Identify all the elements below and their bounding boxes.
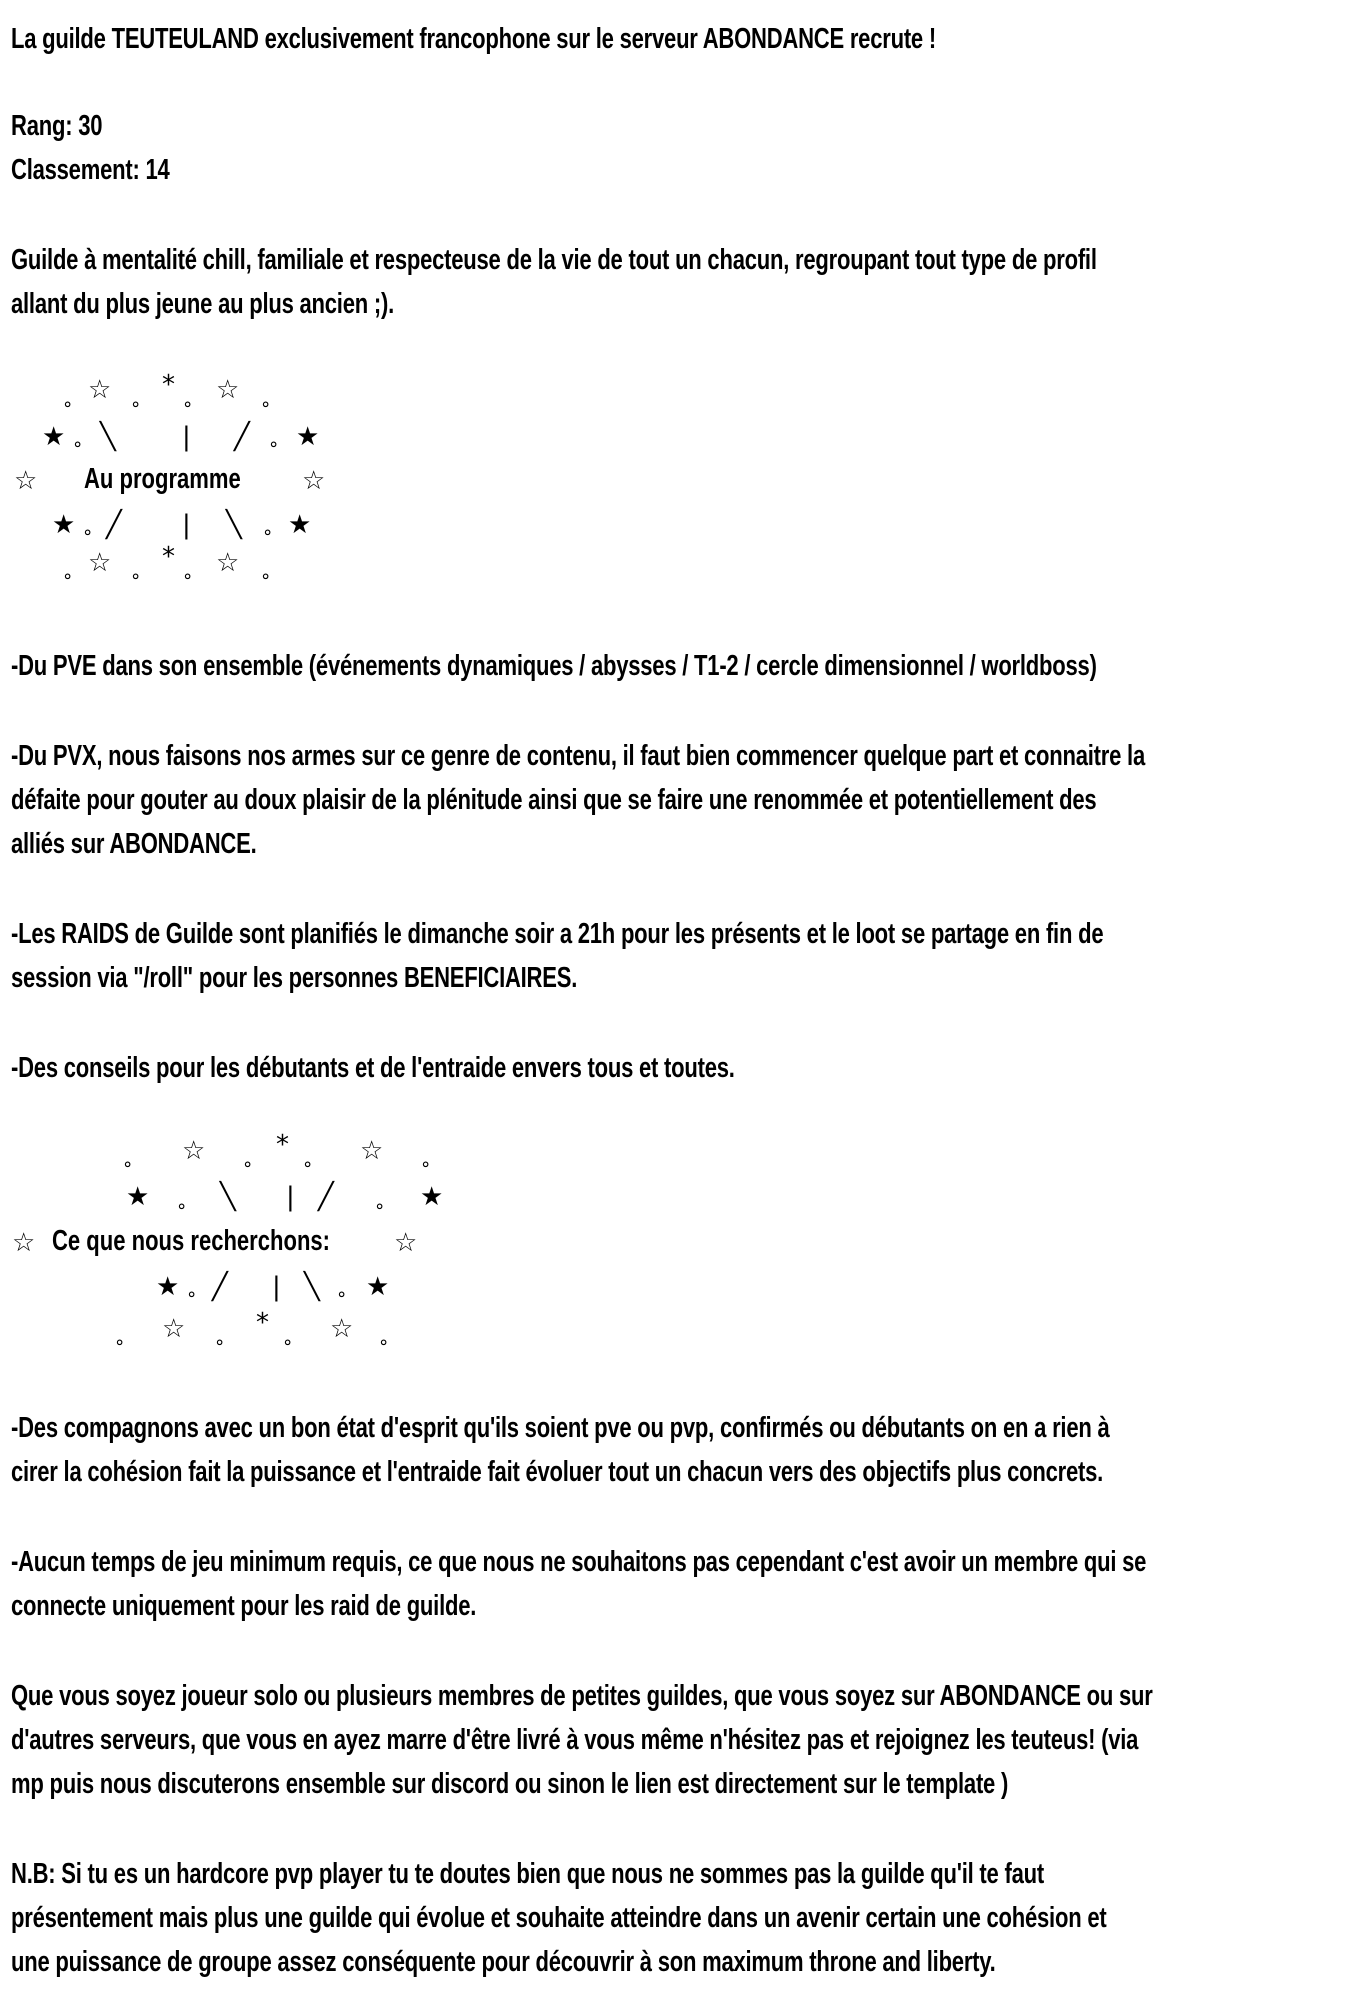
circle-icon: ∘ <box>302 1154 314 1175</box>
ray-vertical-icon: | <box>272 1272 281 1302</box>
star-outline-icon: ☆ <box>216 548 240 578</box>
star-outline-icon: ☆ <box>88 375 112 405</box>
star-outline-icon: ☆ <box>14 466 38 496</box>
star-filled-icon: ★ <box>126 1182 150 1212</box>
search-time-line-2: connecte uniquement pour les raid de guilde. <box>11 1590 477 1622</box>
ray-right-icon: ╱ <box>212 1272 228 1302</box>
headline: La guilde TEUTEULAND exclusivement francophone sur le serveur ABONDANCE recrute ! <box>11 23 936 55</box>
circle-icon: ∘ <box>62 394 74 415</box>
program-decoration <box>0 370 360 600</box>
circle-icon: ∘ <box>374 1196 386 1217</box>
ray-vertical-icon: | <box>182 422 191 452</box>
star-filled-icon: ★ <box>420 1182 444 1212</box>
circle-icon: ∘ <box>260 566 272 587</box>
search-join-line-1: Que vous soyez joueur solo ou plusieurs membres de petites guildes, que vous soyez sur ABONDANCE ou sur <box>11 1680 1153 1712</box>
circle-icon: ∘ <box>182 566 194 587</box>
circle-icon: ∘ <box>260 394 272 415</box>
ray-left-icon: ╲ <box>100 422 116 452</box>
star-outline-icon: ☆ <box>182 1136 206 1166</box>
star-outline-icon: ☆ <box>330 1314 354 1344</box>
circle-icon: ∘ <box>242 1154 254 1175</box>
circle-icon: ∘ <box>72 434 84 455</box>
star-outline-icon: ☆ <box>360 1136 384 1166</box>
star-outline-icon: ☆ <box>162 1314 186 1344</box>
ray-vertical-icon: | <box>286 1182 295 1212</box>
program-title: Au programme <box>84 463 241 495</box>
note-line-3: une puissance de groupe assez conséquente pour découvrir à son maximum throne and liberty. <box>11 1946 996 1978</box>
ray-right-icon: ╱ <box>318 1182 334 1212</box>
program-pvx-line-2: défaite pour gouter au doux plaisir de la plénitude ainsi que se faire une renommée et potentiellement des <box>11 784 1097 816</box>
star-filled-icon: ★ <box>52 510 76 540</box>
circle-icon: ∘ <box>420 1154 432 1175</box>
star-outline-icon: ☆ <box>12 1228 36 1258</box>
star-filled-icon: ★ <box>296 422 320 452</box>
search-join-line-3: mp puis nous discuterons ensemble sur discord ou sinon le lien est directement sur le template ) <box>11 1768 1009 1800</box>
description-line-2: allant du plus jeune au plus ancien ;). <box>11 288 394 320</box>
asterisk-icon: * <box>256 1308 269 1338</box>
note-line-1: N.B: Si tu es un hardcore pvp player tu te doutes bien que nous ne sommes pas la guilde qu'il te faut <box>11 1858 1044 1890</box>
guild-ranking: Classement: 14 <box>11 154 170 186</box>
search-companions-line-2: cirer la cohésion fait la puissance et l'entraide fait évoluer tout un chacun vers des objectifs plus concrets. <box>11 1456 1104 1488</box>
ray-left-icon: ╲ <box>220 1182 236 1212</box>
program-pve: -Du PVE dans son ensemble (événements dynamiques / abysses / T1-2 / cercle dimensionnel / worldboss) <box>11 650 1097 682</box>
star-outline-icon: ☆ <box>88 548 112 578</box>
circle-icon: ∘ <box>182 394 194 415</box>
search-companions-line-1: -Des compagnons avec un bon état d'esprit qu'ils soient pve ou pvp, confirmés ou débutants on en a rien à <box>11 1412 1110 1444</box>
star-outline-icon: ☆ <box>216 375 240 405</box>
description-line-1: Guilde à mentalité chill, familiale et respecteuse de la vie de tout un chacun, regroupant tout type de profil <box>11 244 1097 276</box>
ray-left-icon: ╲ <box>304 1272 320 1302</box>
asterisk-icon: * <box>162 370 175 400</box>
ray-vertical-icon: | <box>182 510 191 540</box>
circle-icon: ∘ <box>262 522 274 543</box>
guild-rank: Rang: 30 <box>11 110 103 142</box>
search-title: Ce que nous recherchons: <box>52 1225 331 1257</box>
asterisk-icon: * <box>276 1130 289 1160</box>
star-outline-icon: ☆ <box>394 1228 418 1258</box>
search-decoration <box>0 1130 480 1366</box>
circle-icon: ∘ <box>114 1332 126 1353</box>
circle-icon: ∘ <box>282 1332 294 1353</box>
circle-icon: ∘ <box>214 1332 226 1353</box>
circle-icon: ∘ <box>176 1196 188 1217</box>
star-filled-icon: ★ <box>366 1272 390 1302</box>
circle-icon: ∘ <box>378 1332 390 1353</box>
search-join-line-2: d'autres serveurs, que vous en ayez marre d'être livré à vous même n'hésitez pas et rejoignez les teuteus! (via <box>11 1724 1139 1756</box>
program-raids-line-1: -Les RAIDS de Guilde sont planifiés le dimanche soir a 21h pour les présents et le loot se partage en fin de <box>11 918 1104 950</box>
circle-icon: ∘ <box>62 566 74 587</box>
program-advice: -Des conseils pour les débutants et de l'entraide envers tous et toutes. <box>11 1052 735 1084</box>
ray-right-icon: ╱ <box>106 510 122 540</box>
circle-icon: ∘ <box>268 434 280 455</box>
program-raids-line-2: session via "/roll" pour les personnes BENEFICIAIRES. <box>11 962 578 994</box>
program-pvx-line-3: alliés sur ABONDANCE. <box>11 828 257 860</box>
ray-left-icon: ╲ <box>226 510 242 540</box>
star-filled-icon: ★ <box>42 422 66 452</box>
circle-icon: ∘ <box>82 522 94 543</box>
ray-right-icon: ╱ <box>234 422 250 452</box>
circle-icon: ∘ <box>122 1154 134 1175</box>
search-time-line-1: -Aucun temps de jeu minimum requis, ce que nous ne souhaitons pas cependant c'est avoir un membre qui se <box>11 1546 1147 1578</box>
note-line-2: présentement mais plus une guilde qui évolue et souhaite atteindre dans un avenir certain une cohésion et <box>11 1902 1107 1934</box>
star-filled-icon: ★ <box>156 1272 180 1302</box>
asterisk-icon: * <box>162 542 175 572</box>
star-filled-icon: ★ <box>288 510 312 540</box>
circle-icon: ∘ <box>130 394 142 415</box>
circle-icon: ∘ <box>130 566 142 587</box>
circle-icon: ∘ <box>186 1284 198 1305</box>
circle-icon: ∘ <box>336 1284 348 1305</box>
star-outline-icon: ☆ <box>302 466 326 496</box>
program-pvx-line-1: -Du PVX, nous faisons nos armes sur ce genre de contenu, il faut bien commencer quelque part et connaitre la <box>11 740 1145 772</box>
